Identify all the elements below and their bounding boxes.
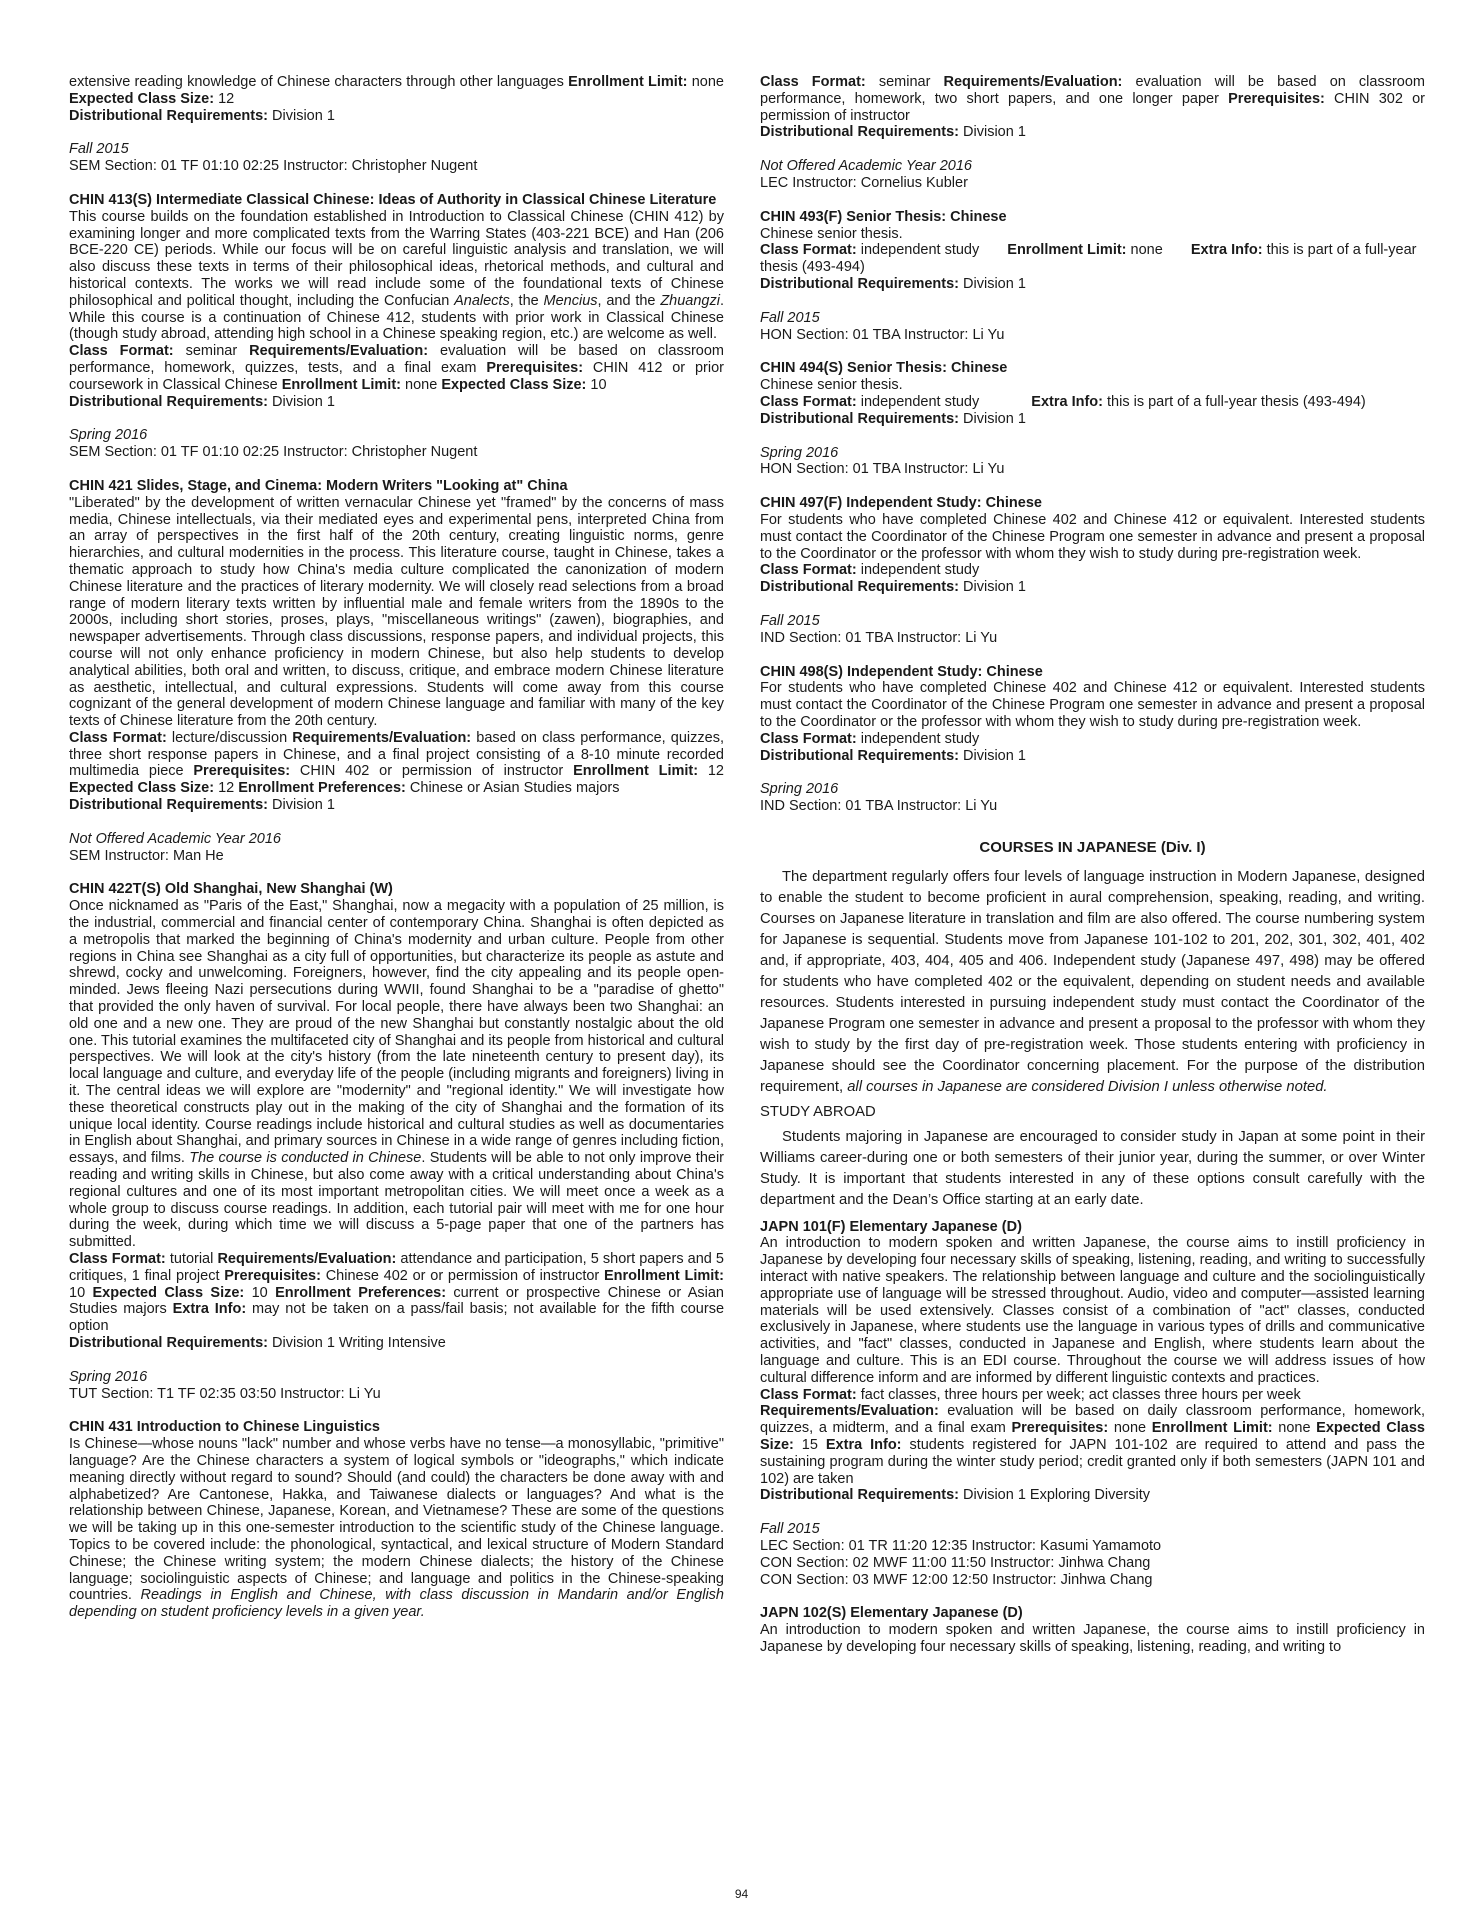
course-title-chin-493: CHIN 493(F) Senior Thesis: Chinese: [760, 208, 1007, 225]
course-description: "Liberated" by the development of written vernacular Chinese yet "framed" by the concerns of mass media, Chinese intellectuals, via their mediated eyes and experimental pens, interpreted China from an array of perspectives in the first half of the 20th century, creating linguistic norms, genre hierarchies, and cultural modernities in the process. This literature course, taught in Chinese, takes a thematic approach to study how China's media culture complicated the canonization of modern Chinese literature and the practices of literary modernity. We will closely read selections from a broad range of modern literary texts written by influential male and female writers from the 1890s to the 2000s, including short stories, proses, plays, "miscellaneous writings" (zawen), biographies, and newspaper advertisements. Through class discussions, response papers, and individual projects, this course will not only enhance proficiency in modern Chinese, but also help students to develop analytical abilities, both oral and written, to discuss, critique, and embrace modern Chinese literature as aesthetic, intellectual, and cultural expressions. Students will come away from this course cognizant of the general development of modern Chinese language and familiar with many of the key texts of Chinese literature from the 20th century.: [69, 494, 724, 730]
course-title-japn-102: JAPN 102(S) Elementary Japanese (D): [760, 1605, 1023, 1622]
course-title-chin-498: CHIN 498(S) Independent Study: Chinese: [760, 663, 1043, 680]
section-line: CON Section: 02 MWF 11:00 11:50 Instructor: Jinhwa Chang: [760, 1554, 1151, 1571]
section-line: HON Section: 01 TBA Instructor: Li Yu: [760, 461, 1005, 478]
course-title-chin-421: CHIN 421 Slides, Stage, and Cinema: Modern Writers "Looking at" China: [69, 477, 568, 494]
course-description: Chinese senior thesis.: [760, 377, 903, 394]
course-details: Class Format: seminar Requirements/Evaluation: evaluation will be based on classroom performance, homework, quizzes, tests, and a final exam Prerequisites: CHIN 412 or prior coursework in Classical Chinese Enrollment Limit: none Expected Class Size: 10: [69, 343, 724, 393]
term: Spring 2016: [760, 444, 839, 461]
course-title-japn-101: JAPN 101(F) Elementary Japanese (D): [760, 1218, 1022, 1235]
distributional-requirements: Distributional Requirements: Division 1 Writing Intensive: [69, 1334, 446, 1351]
section-line: LEC Section: 01 TR 11:20 12:35 Instructor: Kasumi Yamamoto: [760, 1538, 1162, 1555]
distributional-requirements: Distributional Requirements: Division 1: [760, 579, 1026, 596]
section-line: CON Section: 03 MWF 12:00 12:50 Instructor: Jinhwa Chang: [760, 1571, 1153, 1588]
right-column: [760, 74, 1425, 1656]
course-details: Class Format: independent study: [760, 562, 980, 579]
continued-course-tail: extensive reading knowledge of Chinese characters through other languages Enrollment Limit: none Expected Class Size: 12: [69, 74, 724, 107]
course-details: Class Format: fact classes, three hours per week; act classes three hours per week Requirements/Evaluation: evaluation will be based on daily classroom performance, homework, quizzes, a midterm, and a final exam Prerequisites: none Enrollment Limit: none Expected Class Size: 15 Extra Info: students registered for JAPN 101-102 are required to attend and pass the sustaining program during the winter study period; credit granted only if both semesters (JAPN 101 and 102) are taken: [760, 1386, 1425, 1487]
term: Not Offered Academic Year 2016: [69, 830, 281, 847]
course-title-chin-431: CHIN 431 Introduction to Chinese Linguistics: [69, 1419, 380, 1436]
term: Fall 2015: [760, 612, 820, 629]
term: Spring 2016: [69, 1368, 148, 1385]
left-column: [69, 74, 724, 1621]
course-details: Class Format: independent study Extra Info: this is part of a full-year thesis (493-494): [760, 393, 1366, 410]
section-line: IND Section: 01 TBA Instructor: Li Yu: [760, 629, 998, 646]
term: Fall 2015: [760, 1521, 820, 1538]
course-details: Class Format: lecture/discussion Requirements/Evaluation: based on class performance, quizzes, three short response papers in Chinese, and a final project consisting of a 8-10 minute recorded multimedia piece Prerequisites: CHIN 402 or permission of instructor Enrollment Limit: 12 Expected Class Size: 12 Enrollment Preferences: Chinese or Asian Studies majors: [69, 729, 724, 797]
study-abroad-heading: STUDY ABROAD: [760, 1103, 876, 1120]
course-description: For students who have completed Chinese 402 and Chinese 412 or equivalent. Interested students must contact the Coordinator of the Chinese Program one semester in advance and present a proposal to the Coordinator or the professor with whom they wish to study during pre-registration week.: [760, 511, 1425, 562]
course-details: Class Format: independent study: [760, 730, 980, 747]
term: Not Offered Academic Year 2016: [760, 158, 972, 175]
course-title-chin-494: CHIN 494(S) Senior Thesis: Chinese: [760, 360, 1008, 377]
section-line: IND Section: 01 TBA Instructor: Li Yu: [760, 798, 998, 815]
course-title-chin-497: CHIN 497(F) Independent Study: Chinese: [760, 495, 1042, 512]
course-description: An introduction to modern spoken and written Japanese, the course aims to instill proficiency in Japanese by developing four necessary skills of speaking, listening, reading, and writing to successfully interact with native speakers. The relationship between language and culture and the sociolinguistically appropriate use of language will be stressed throughout. Audio, video and computer—assisted learning materials will be used extensively. Classes consist of a combination of "act" classes, conducted exclusively in Japanese, where students use the language in various types of drills and communicative activities, and "fact" classes, conducted in Japanese and English, where students learn about the language and culture. This is an EDI course. Throughout the course we will address issues of how cultural difference inform and are informed by different linguistic contexts and practices.: [760, 1235, 1425, 1386]
course-details: Class Format: seminar Requirements/Evaluation: evaluation will be based on classroom performance, homework, two short papers, and one longer paper Prerequisites: CHIN 302 or permission of instructor: [760, 74, 1425, 124]
section-heading-japanese: COURSES IN JAPANESE (Div. I): [979, 838, 1206, 856]
japanese-intro: The department regularly offers four levels of language instruction in Modern Japanese, designed to enable the student to become proficient in aural comprehension, speaking, reading, and writing. Courses on Japanese literature in translation and film are also offered. The course numbering system for Japanese is sequential. Students move from Japanese 101-102 to 201, 202, 301, 302, 401, 402 and, if appropriate, 403, 404, 405 and 406. Independent study (Japanese 497, 498) may be offered for students who have completed 402 or the equivalent, depending on student needs and available resources. Students interested in pursuing independent study must contact the Coordinator of the Japanese Program one semester in advance and present a proposal to the professor with whom they wish to study by the first day of pre-registration week. Those students entering with proficiency in Japanese should see the Coordinator concerning placement. For the purpose of the distribution requirement, all courses in Japanese are considered Division I unless otherwise noted.: [760, 868, 1425, 1095]
section-line: SEM Section: 01 TF 01:10 02:25 Instructor: Christopher Nugent: [69, 158, 478, 175]
page-number: 94: [734, 1887, 749, 1901]
distributional-requirements: Distributional Requirements: Division 1 Exploring Diversity: [760, 1487, 1150, 1504]
study-abroad-text: Students majoring in Japanese are encouraged to consider study in Japan at some point in their Williams career-during one or both semesters of their junior year, during the summer, or over Winter Study. It is important that students interested in any of these options consult carefully with the department and the Dean’s Office starting at an early date.: [760, 1128, 1425, 1208]
section-line: LEC Instructor: Cornelius Kubler: [760, 174, 968, 191]
term: Spring 2016: [760, 781, 839, 798]
course-details: Class Format: tutorial Requirements/Evaluation: attendance and participation, 5 short papers and 5 critiques, 1 final project Prerequisites: Chinese 402 or or permission of instructor Enrollment Limit: 10 Expected Class Size: 10 Enrollment Preferences: current or prospective Chinese or Asian Studies majors Extra Info: may not be taken on a pass/fail basis; not available for the fifth course option: [69, 1251, 725, 1335]
section-line: SEM Section: 01 TF 01:10 02:25 Instructor: Christopher Nugent: [69, 444, 478, 461]
distributional-requirements: Distributional Requirements: Division 1: [760, 747, 1026, 764]
term: Fall 2015: [760, 309, 820, 326]
distributional-requirements: Distributional Requirements: Division 1: [760, 275, 1026, 292]
distributional-requirements: Distributional Requirements: Division 1: [69, 393, 335, 410]
section-line: SEM Instructor: Man He: [69, 847, 224, 864]
course-title-chin-422t: CHIN 422T(S) Old Shanghai, New Shanghai (W): [69, 881, 393, 898]
distributional-requirements: Distributional Requirements: Division 1: [69, 797, 335, 814]
course-description: Chinese senior thesis.: [760, 225, 903, 242]
distributional-requirements: Distributional Requirements: Division 1: [760, 124, 1026, 141]
term: Spring 2016: [69, 427, 148, 444]
course-description: Is Chinese—whose nouns "lack" number and whose verbs have no tense—a monosyllabic, "primitive" language? Are the Chinese characters a system of logical symbols or "ideographs," which indicate meaning directly without regard to sound? Should (and could) the characters be done away with and alphabetized? Are Cantonese, Hakka, and Taiwanese dialects or languages? And what is the relationship between Chinese, Japanese, Korean, and Vietnamese? These are some of the questions we will be taking up in this one-semester introduction to the scientific study of the Chinese language. Topics to be covered include: the phonological, syntactical, and lexical structure of Modern Standard Chinese; the Chinese writing system; the modern Chinese dialects; the history of the Chinese language; sociolinguistic aspects of Chinese; and language and politics in the Chinese-speaking countries. Readings in English and Chinese, with class discussion in Mandarin and/or English depending on student proficiency levels in a given year.: [69, 1436, 724, 1621]
distributional-requirements: Distributional Requirements: Division 1: [69, 107, 335, 124]
course-description: This course builds on the foundation established in Introduction to Classical Chinese (CHIN 412) by examining longer and more complicated texts from the Warring States (403-221 BCE) and Han (206 BCE-220 CE) periods. While our focus will be on careful linguistic analysis and translation, we will also discuss these texts in terms of their philosophical ideas, rhetorical methods, and cultural and historical contexts. The works we will read include some of the foundational texts of Chinese philosophical and political thought, including the Confucian Analects, the Mencius, and the Zhuangzi. While this course is a continuation of Chinese 412, students with prior work in Classical Chinese (though study abroad, attending high school in a Chinese speaking region, etc.) are welcome as well.: [69, 208, 724, 343]
distributional-requirements: Distributional Requirements: Division 1: [760, 410, 1026, 427]
course-title-chin-413: CHIN 413(S) Intermediate Classical Chinese: Ideas of Authority in Classical Chinese Literature: [69, 191, 717, 208]
section-line: HON Section: 01 TBA Instructor: Li Yu: [760, 326, 1005, 343]
term: Fall 2015: [69, 141, 129, 158]
section-line: TUT Section: T1 TF 02:35 03:50 Instructor: Li Yu: [69, 1385, 381, 1402]
course-details: Class Format: independent study Enrollment Limit: none Extra Info: this is part of a full-year thesis (493-494): [760, 242, 1417, 276]
course-description: For students who have completed Chinese 402 and Chinese 412 or equivalent. Interested students must contact the Coordinator of the Chinese Program one semester in advance and present a proposal to the Coordinator or the professor with whom they wish to study during pre-registration week.: [760, 680, 1425, 730]
course-description: An introduction to modern spoken and written Japanese, the course aims to instill proficiency in Japanese by developing four necessary skills of speaking, listening, reading, and writing to: [760, 1622, 1425, 1656]
course-description: Once nicknamed as "Paris of the East," Shanghai, now a megacity with a population of 25 million, is the industrial, commercial and financial center of contemporary China. Shanghai is often depicted as a metropolis that marked the beginning of China's modernity and urban culture. People from other regions in China see Shanghai as a city full of opportunities, but characterize its people as astute and shrewd, cocky and unwelcoming. Foreigners, however, find the city appealing and its people open-minded. Jews fleeing Nazi persecutions during WWII, found Shanghai to be a "paradise of ghetto" that provided the only haven of survival. For local people, there have always been two Shanghai: an old one and a new one. They are proud of the new Shanghai but constantly nostalgic about the old one. This tutorial examines the multifaceted city of Shanghai and its people from historical and cultural perspectives. We will look at the city's history (from the late nineteenth century to present day), its local language and culture, and everyday life of the people (including migrants and foreigners) living in it. The central ideas we will explore are "modernity" and "regional identity." We will investigate how these theoretical constructs play out in the making of the city of Shanghai and the formation of its unique local identity. Course readings include historical and cultural studies as well as documentaries in English about Shanghai, and primary sources in Chinese in a wide range of genres including fiction, essays, and films. The course is conducted in Chinese. Students will be able to not only improve their reading and writing skills in Chinese, but also come away with a critical understanding about China's regional cultures and one of its most important metropolitan cities. We will meet once a week as a whole group to discuss course readings. In addition, each tutorial pair will meet with me for one hour during the week, during which time we will discuss a 5-page paper that one of the partners has submitted.: [69, 898, 725, 1251]
